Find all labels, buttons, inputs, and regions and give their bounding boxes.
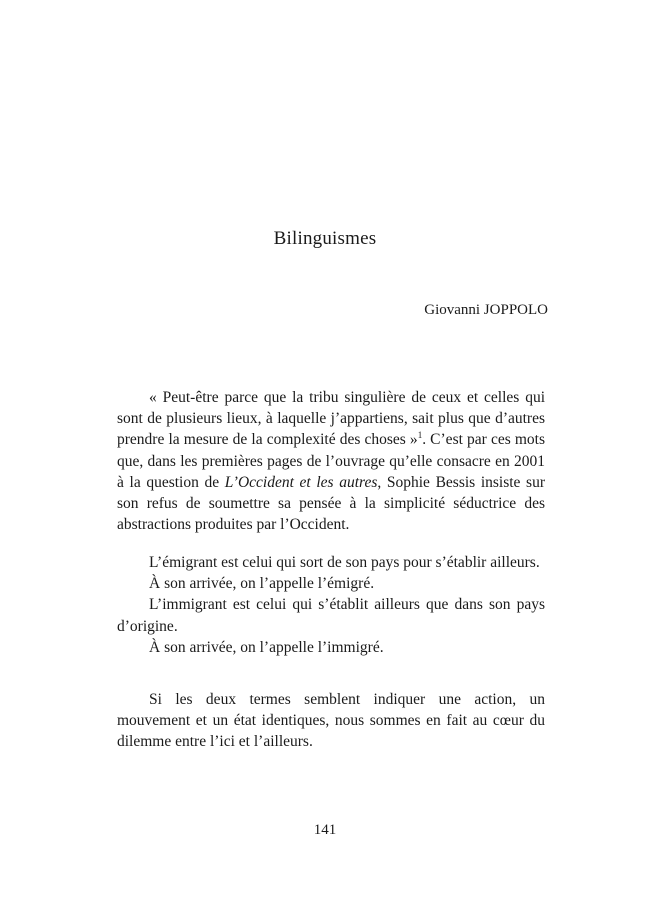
quote-text: « Peut-être parce que la tribu singulière de ceux et celles qui sont de plusieurs lieux, à laquelle j’appartiens, sait plus que d’autres prendre la mesure de la complexité des choses » <box>117 389 545 449</box>
paragraph-immigrant: L’immigrant est celui qui s’établit ailleurs que dans son pays d’origine. <box>117 596 545 635</box>
footnote-marker: 1 <box>417 430 423 441</box>
paragraph-text: . C’est par ces mots que, dans les premières pages de l’ouvrage qu’elle consacre en 2001 à la question de <box>117 431 545 491</box>
text-block-definitions <box>117 552 545 658</box>
paragraph-quote <box>117 387 545 535</box>
paragraph-immigre: À son arrivée, on l’appelle l’immigré. <box>149 638 384 656</box>
paragraph-emigrant: L’émigrant est celui qui sort de son pays pour s’établir ailleurs. <box>149 554 540 571</box>
paragraph-text: , Sophie Bessis insiste sur son refus de soumettre sa pensée à la simplicité séductrice des abstractions produites par l’Occident. <box>117 473 546 534</box>
text-block-dilemma <box>117 689 545 753</box>
book-title: L’Occident et les autres <box>224 473 378 491</box>
author-name: Giovanni JOPPOLO <box>424 302 548 318</box>
paragraph-dilemma: Si les deux termes semblent indiquer une action, un mouvement et un état identiques, nous sommes en fait au cœur du dilemme entre l’ici et l’ailleurs. <box>117 691 545 751</box>
paragraph-emigre: À son arrivée, on l’appelle l’émigré. <box>149 575 375 593</box>
page-number: 141 <box>313 822 337 838</box>
text-block-intro <box>117 387 545 535</box>
chapter-title: Bilinguismes <box>273 228 377 249</box>
